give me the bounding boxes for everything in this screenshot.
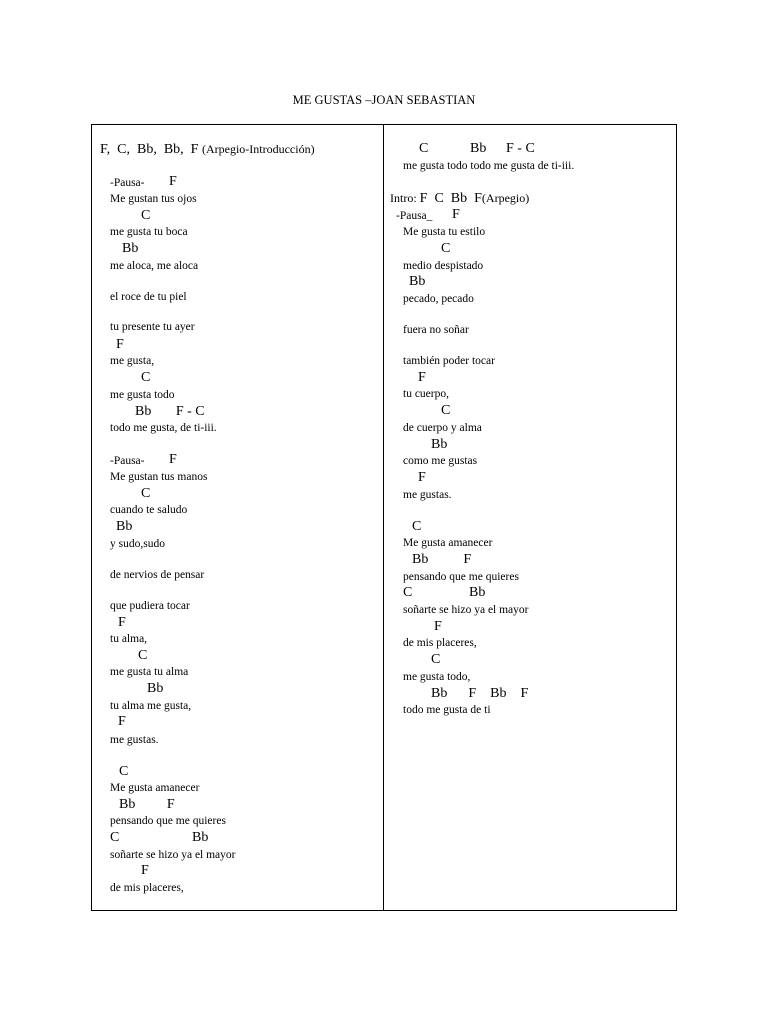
intro-note: (Arpegio)	[481, 191, 530, 205]
lyric-line: Me gusta tu estilo	[403, 226, 486, 238]
lyric-line: tu alma me gusta,	[110, 700, 192, 712]
pause-label: -Pausa_	[396, 210, 433, 222]
chord: Bb	[122, 241, 139, 256]
lyric-line: pensando que me quieres	[110, 815, 226, 827]
lyric-line: soñarte se hizo ya el mayor	[403, 604, 529, 616]
lyric-line: de mis placeres,	[403, 637, 477, 649]
pause-label: -Pausa-	[110, 177, 145, 189]
chord: C	[119, 764, 129, 779]
lyric-line: Me gusta amanecer	[110, 782, 200, 794]
chord: F	[116, 337, 124, 352]
chord: F	[169, 174, 177, 189]
chord: F	[434, 619, 442, 634]
lyric-line: fuera no soñar	[403, 324, 469, 336]
chord: Bb	[431, 437, 448, 452]
lyric-line: el roce de tu piel	[110, 291, 187, 303]
lyric-line: soñarte se hizo ya el mayor	[110, 849, 236, 861]
lyric-line: me gustas.	[110, 734, 159, 746]
lyric-line: me gusta,	[110, 355, 155, 367]
lyric-line: me gusta tu boca	[110, 226, 188, 238]
page-title: ME GUSTAS –JOAN SEBASTIAN	[292, 93, 476, 107]
lyric-line: de cuerpo y alma	[403, 422, 482, 434]
lyric-line: también poder tocar	[403, 355, 495, 367]
lyric-line: que pudiera tocar	[110, 600, 190, 612]
chord: F	[418, 470, 426, 485]
lyric-line: Me gustan tus ojos	[110, 193, 197, 205]
lyric-line: tu alma,	[110, 633, 148, 645]
lyric-line: me aloca, me aloca	[110, 260, 199, 272]
chord: C	[141, 208, 151, 223]
chord: Bb	[470, 141, 487, 156]
lyric-line: me gusta todo,	[403, 671, 471, 683]
lyric-line: pensando que me quieres	[403, 571, 519, 583]
lyric-line: como me gustas	[403, 455, 478, 467]
lyric-line: pecado, pecado	[403, 293, 474, 305]
chord-line: Bb F	[119, 797, 175, 812]
chord: F	[118, 615, 126, 630]
intro-chords: F, C, Bb, Bb, F	[100, 142, 199, 157]
pause-label: -Pausa-	[110, 455, 145, 467]
chord: C	[441, 241, 451, 256]
lyric-line: medio despistado	[403, 260, 484, 272]
chord: C	[141, 486, 151, 501]
chord: Bb	[469, 585, 486, 600]
chord: F	[452, 207, 460, 222]
chord: F	[118, 714, 126, 729]
lyric-line: todo me gusta de ti	[403, 704, 491, 716]
lyric-line: tu presente tu ayer	[110, 321, 195, 333]
lyric-line: me gustas.	[403, 489, 452, 501]
chord: C	[431, 652, 441, 667]
lyric-line: de mis placeres,	[110, 882, 184, 894]
lyric-line: cuando te saludo	[110, 504, 188, 516]
chord: F	[141, 863, 149, 878]
chord: C	[110, 830, 120, 845]
chord: C	[403, 585, 413, 600]
chord: F - C	[506, 141, 535, 156]
chord: Bb	[116, 519, 133, 534]
intro-note: (Arpegio-Introducción)	[201, 142, 315, 156]
chord: F	[418, 370, 426, 385]
chord: C	[412, 519, 422, 534]
lyric-line: Me gusta amanecer	[403, 537, 493, 549]
chord: C	[419, 141, 429, 156]
lyric-line: todo me gusta, de ti-iii.	[110, 422, 217, 434]
chord: Bb	[147, 681, 164, 696]
lyric-line: me gusta todo	[110, 389, 175, 401]
lyric-line: y sudo,sudo	[110, 538, 165, 550]
chord: Bb	[409, 274, 426, 289]
intro-chords: F C Bb F	[419, 191, 482, 206]
lyric-line: me gusta todo todo me gusta de ti-iii.	[403, 160, 575, 172]
chord-line: Bb F Bb F	[431, 686, 529, 701]
intro-chord-line	[100, 143, 315, 157]
chord: F	[169, 452, 177, 467]
column-divider	[383, 124, 384, 911]
intro-line	[390, 192, 529, 206]
lyric-line: me gusta tu alma	[110, 666, 189, 678]
chord: C	[441, 403, 451, 418]
intro-label: Intro:	[390, 191, 417, 205]
lyric-line: de nervios de pensar	[110, 569, 205, 581]
chord-line: Bb F	[412, 552, 472, 567]
chord: C	[138, 648, 148, 663]
lyric-line: Me gustan tus manos	[110, 471, 208, 483]
chord-line: Bb F - C	[135, 404, 205, 419]
chord: C	[141, 370, 151, 385]
lyric-line: tu cuerpo,	[403, 388, 449, 400]
chord: Bb	[192, 830, 209, 845]
